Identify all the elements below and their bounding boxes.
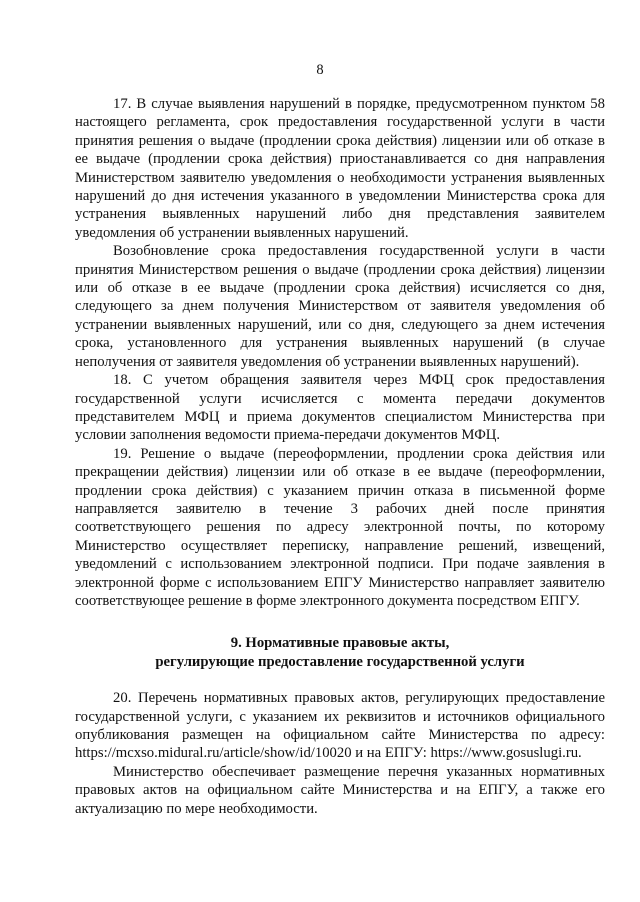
section-heading-line-2: регулирующие предоставление государственной услуги (155, 653, 525, 670)
paragraph-20-update: Министерство обеспечивает размещение перечня указанных нормативных правовых актов на официальном сайте Министерства и на ЕПГУ, а также его актуализацию по мере необходимости. (75, 763, 605, 817)
paragraph-20: 20. Перечень нормативных правовых актов, регулирующих предоставление государственной услуги, с указанием их реквизитов и источников официального опубликования размещен на официальном сайте Министерства по адресу: https://mcxso.midural.ru/article/show/id/10020 и на ЕПГУ: https://www.gosuslugi.ru. (75, 690, 605, 762)
page-number: 8 (316, 62, 324, 78)
section-9-heading (75, 634, 605, 671)
paragraph-17: 17. В случае выявления нарушений в порядке, предусмотренном пунктом 58 настоящего регламента, срок предоставления государственной услуги в части принятия решения о выдаче (продлении срока действия) лицензии или об отказе в ее выдаче (продлении срока действия) приостанавливается со дня направления Министерством заявителю уведомления о необходимости устранения выявленных нарушений до дня истечения указанного в уведомлении Министерства срока для устранения выявленных нарушений либо дня представления заявителем уведомления об устранении выявленных нарушений. (75, 96, 605, 241)
paragraph-18: 18. С учетом обращения заявителя через МФЦ срок предоставления государственной услуги исчисляется с момента передачи документов представителем МФЦ и приема документов специалистом Министерства при условии заполнения ведомости приема-передачи документов МФЦ. (75, 372, 605, 444)
paragraph-19: 19. Решение о выдаче (переоформлении, продлении срока действия или прекращении действия) лицензии или об отказе в ее выдаче (переоформлении, продлении срока действия) с указанием причин отказа в письменной форме направляется заявителю в течение 3 рабочих дней после принятия соответствующего решения по адресу электронной почты, по которому Министерство осуществляет переписку, направление решений, извещений, уведомлений с использованием электронной подписи. При подаче заявления в электронной форме с использованием ЕПГУ Министерство направляет заявителю соответствующее решение в форме электронного документа посредством ЕПГУ. (75, 445, 605, 609)
section-heading-line-1: 9. Нормативные правовые акты, (230, 635, 450, 652)
paragraph-17-resumption: Возобновление срока предоставления государственной услуги в части принятия Министерством решения о выдаче (продлении срока действия) лицензии или об отказе в ее выдаче (продлении срока действия) исчисляется со дня, следующего за днем получения Министерством от заявителя уведомления об устранении выявленных нарушений, или со дня, следующего за днем истечения срока, установленного для устранения выявленных нарушений (в случае неполучения от заявителя уведомления об устранении выявленных нарушений). (75, 243, 605, 370)
document-body (75, 95, 605, 818)
